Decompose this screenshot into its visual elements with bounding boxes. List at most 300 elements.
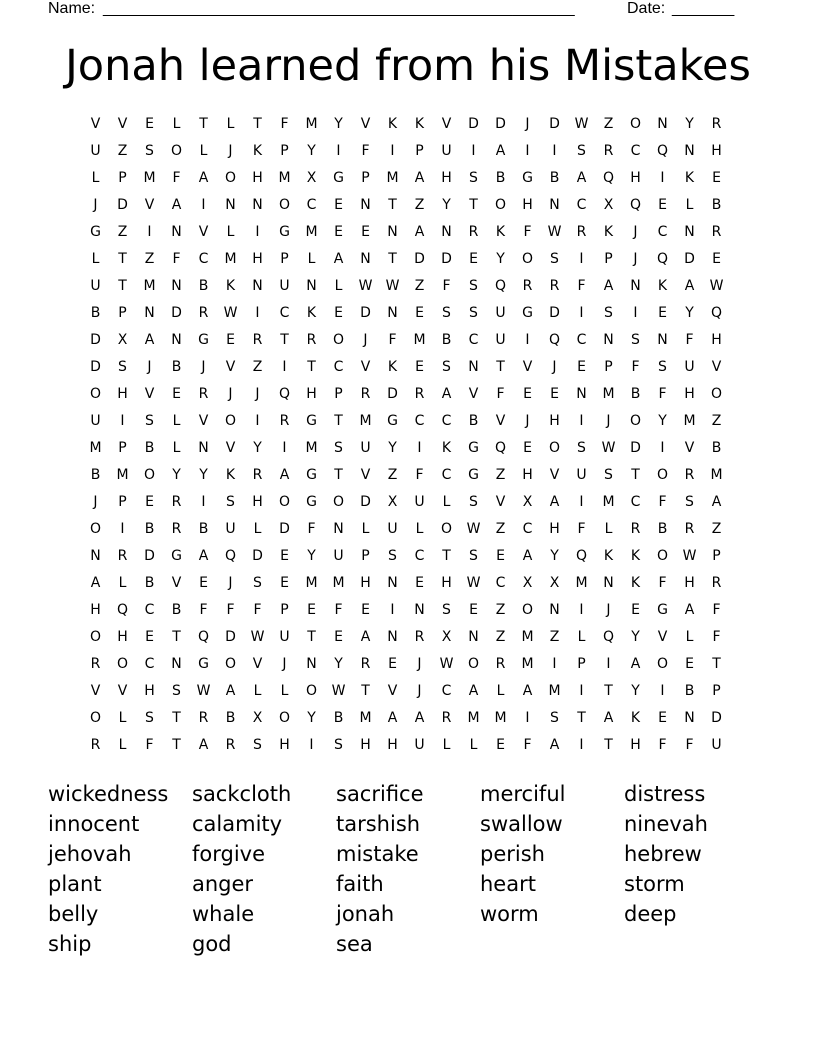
grid-letter: O bbox=[332, 494, 345, 510]
grid-letter: N bbox=[684, 143, 695, 159]
grid-letter: M bbox=[278, 170, 291, 186]
grid-letter: O bbox=[89, 629, 102, 645]
grid-letter: B bbox=[144, 440, 155, 456]
grid-letter: I bbox=[255, 413, 260, 429]
grid-letter: E bbox=[145, 629, 154, 645]
grid-letter: H bbox=[360, 575, 371, 591]
grid-letter: Z bbox=[387, 467, 398, 483]
word-list-item: wickedness bbox=[48, 782, 169, 806]
grid-letter: T bbox=[388, 197, 397, 213]
grid-letter: D bbox=[144, 548, 155, 564]
grid-letter: O bbox=[278, 710, 291, 726]
grid-letter: T bbox=[577, 710, 586, 726]
grid-letter: A bbox=[603, 278, 614, 294]
grid-letter: B bbox=[225, 710, 236, 726]
grid-letter: J bbox=[228, 575, 233, 591]
grid-letter: J bbox=[606, 413, 611, 429]
grid-letter: A bbox=[414, 224, 425, 240]
grid-letter: F bbox=[712, 629, 721, 645]
grid-row bbox=[82, 516, 730, 543]
grid-letter: U bbox=[225, 521, 236, 537]
grid-letter: U bbox=[90, 278, 101, 294]
grid-letter: V bbox=[144, 386, 155, 402]
grid-letter: O bbox=[710, 386, 723, 402]
grid-letter: M bbox=[710, 467, 723, 483]
grid-letter: F bbox=[577, 278, 586, 294]
grid-letter: L bbox=[172, 440, 181, 456]
grid-letter: W bbox=[574, 116, 589, 132]
word-list-item: storm bbox=[624, 872, 685, 896]
grid-letter: F bbox=[172, 170, 181, 186]
grid-letter: B bbox=[468, 413, 479, 429]
grid-letter: J bbox=[255, 386, 260, 402]
grid-letter: D bbox=[414, 251, 425, 267]
grid-letter: W bbox=[358, 278, 373, 294]
grid-letter: H bbox=[387, 737, 398, 753]
grid-letter: W bbox=[601, 440, 616, 456]
grid-letter: N bbox=[657, 116, 668, 132]
grid-row bbox=[82, 543, 730, 570]
grid-letter: E bbox=[496, 548, 505, 564]
grid-letter: U bbox=[333, 548, 344, 564]
grid-letter: L bbox=[442, 737, 451, 753]
grid-letter: I bbox=[147, 224, 152, 240]
word-list-item: worm bbox=[480, 902, 539, 926]
grid-letter: M bbox=[359, 413, 372, 429]
grid-letter: U bbox=[279, 629, 290, 645]
name-blank-line: _____________________________________________________ bbox=[103, 0, 575, 17]
grid-letter: C bbox=[522, 521, 533, 537]
grid-row bbox=[82, 219, 730, 246]
grid-letter: N bbox=[360, 197, 371, 213]
grid-letter: I bbox=[579, 413, 584, 429]
grid-letter: M bbox=[575, 575, 588, 591]
grid-letter: I bbox=[471, 143, 476, 159]
grid-letter: N bbox=[468, 629, 479, 645]
grid-letter: K bbox=[630, 548, 641, 564]
grid-letter: E bbox=[361, 602, 370, 618]
grid-letter: N bbox=[387, 575, 398, 591]
grid-letter: I bbox=[579, 737, 584, 753]
grid-letter: X bbox=[522, 575, 533, 591]
grid-letter: F bbox=[172, 251, 181, 267]
grid-row bbox=[82, 192, 730, 219]
grid-letter: M bbox=[521, 629, 534, 645]
grid-letter: N bbox=[468, 359, 479, 375]
grid-letter: S bbox=[604, 305, 613, 321]
grid-letter: A bbox=[387, 710, 398, 726]
grid-letter: R bbox=[630, 521, 641, 537]
grid-row bbox=[82, 111, 730, 138]
grid-letter: R bbox=[684, 521, 695, 537]
grid-letter: G bbox=[387, 413, 398, 429]
grid-letter: P bbox=[712, 548, 721, 564]
grid-letter: L bbox=[496, 683, 505, 699]
grid-letter: E bbox=[685, 656, 694, 672]
grid-letter: A bbox=[549, 737, 560, 753]
grid-letter: M bbox=[224, 251, 237, 267]
grid-letter: A bbox=[684, 278, 695, 294]
grid-letter: O bbox=[494, 197, 507, 213]
grid-letter: R bbox=[360, 656, 371, 672]
grid-letter: F bbox=[685, 332, 694, 348]
grid-letter: Z bbox=[711, 521, 722, 537]
grid-letter: F bbox=[577, 521, 586, 537]
grid-letter: A bbox=[522, 683, 533, 699]
grid-letter: N bbox=[657, 332, 668, 348]
grid-letter: K bbox=[441, 440, 452, 456]
grid-letter: T bbox=[334, 413, 343, 429]
grid-letter: R bbox=[90, 656, 101, 672]
grid-letter: D bbox=[387, 386, 398, 402]
grid-row bbox=[82, 138, 730, 165]
grid-letter: T bbox=[280, 332, 289, 348]
grid-letter: R bbox=[225, 737, 236, 753]
grid-letter: G bbox=[306, 467, 317, 483]
grid-letter: Q bbox=[548, 332, 561, 348]
grid-letter: D bbox=[711, 710, 722, 726]
grid-letter: G bbox=[306, 494, 317, 510]
grid-letter: E bbox=[415, 305, 424, 321]
grid-letter: Y bbox=[631, 629, 640, 645]
grid-letter: S bbox=[145, 710, 154, 726]
grid-letter: F bbox=[415, 467, 424, 483]
grid-letter: L bbox=[226, 224, 235, 240]
grid-letter: T bbox=[172, 710, 181, 726]
grid-letter: U bbox=[414, 737, 425, 753]
grid-letter: N bbox=[306, 656, 317, 672]
grid-letter: V bbox=[468, 386, 479, 402]
grid-letter: N bbox=[90, 548, 101, 564]
grid-letter: L bbox=[118, 575, 127, 591]
grid-letter: I bbox=[120, 521, 125, 537]
grid-letter: W bbox=[331, 683, 346, 699]
grid-letter: V bbox=[225, 440, 236, 456]
grid-letter: R bbox=[495, 656, 506, 672]
grid-letter: I bbox=[282, 359, 287, 375]
grid-row bbox=[82, 327, 730, 354]
grid-letter: G bbox=[279, 224, 290, 240]
grid-letter: K bbox=[252, 143, 263, 159]
grid-letter: A bbox=[576, 170, 587, 186]
grid-letter: I bbox=[417, 440, 422, 456]
grid-letter: O bbox=[656, 467, 669, 483]
grid-letter: M bbox=[386, 170, 399, 186]
grid-letter: J bbox=[552, 359, 557, 375]
grid-letter: S bbox=[226, 494, 235, 510]
grid-letter: I bbox=[390, 143, 395, 159]
grid-letter: H bbox=[684, 386, 695, 402]
grid-letter: Q bbox=[197, 629, 210, 645]
grid-letter: K bbox=[630, 710, 641, 726]
word-list bbox=[48, 779, 768, 959]
grid-letter: X bbox=[603, 197, 614, 213]
grid-letter: I bbox=[282, 440, 287, 456]
grid-letter: N bbox=[171, 224, 182, 240]
grid-letter: R bbox=[468, 224, 479, 240]
grid-letter: N bbox=[603, 575, 614, 591]
grid-letter: Y bbox=[631, 683, 640, 699]
grid-letter: K bbox=[387, 116, 398, 132]
grid-row bbox=[82, 435, 730, 462]
grid-letter: R bbox=[198, 710, 209, 726]
grid-letter: J bbox=[525, 413, 530, 429]
grid-letter: Q bbox=[494, 440, 507, 456]
grid-letter: V bbox=[117, 683, 128, 699]
grid-letter: I bbox=[525, 143, 530, 159]
grid-letter: H bbox=[306, 386, 317, 402]
grid-letter: E bbox=[172, 386, 181, 402]
grid-letter: W bbox=[547, 224, 562, 240]
grid-letter: I bbox=[660, 683, 665, 699]
grid-letter: I bbox=[579, 602, 584, 618]
grid-letter: H bbox=[279, 737, 290, 753]
grid-letter: Z bbox=[144, 251, 155, 267]
grid-letter: F bbox=[226, 602, 235, 618]
grid-letter: I bbox=[633, 305, 638, 321]
grid-letter: V bbox=[225, 359, 236, 375]
word-list-item: sea bbox=[336, 932, 373, 956]
grid-letter: L bbox=[118, 710, 127, 726]
grid-letter: D bbox=[252, 548, 263, 564]
grid-row bbox=[82, 246, 730, 273]
grid-letter: G bbox=[198, 656, 209, 672]
grid-letter: G bbox=[468, 440, 479, 456]
grid-letter: A bbox=[198, 737, 209, 753]
grid-letter: X bbox=[522, 494, 533, 510]
grid-letter: A bbox=[441, 386, 452, 402]
grid-letter: E bbox=[307, 602, 316, 618]
grid-letter: V bbox=[360, 359, 371, 375]
grid-letter: R bbox=[711, 224, 722, 240]
grid-letter: R bbox=[684, 467, 695, 483]
grid-letter: J bbox=[201, 359, 206, 375]
grid-letter: C bbox=[441, 467, 452, 483]
grid-letter: Y bbox=[496, 251, 505, 267]
grid-letter: E bbox=[469, 602, 478, 618]
grid-letter: L bbox=[199, 143, 208, 159]
grid-letter: O bbox=[467, 656, 480, 672]
grid-letter: V bbox=[198, 413, 209, 429]
grid-letter: O bbox=[629, 116, 642, 132]
grid-row bbox=[82, 678, 730, 705]
grid-letter: S bbox=[469, 278, 478, 294]
grid-letter: G bbox=[522, 170, 533, 186]
grid-letter: S bbox=[550, 710, 559, 726]
grid-letter: S bbox=[334, 440, 343, 456]
grid-letter: P bbox=[118, 170, 127, 186]
grid-letter: P bbox=[280, 602, 289, 618]
grid-letter: F bbox=[334, 602, 343, 618]
grid-letter: O bbox=[89, 386, 102, 402]
grid-letter: R bbox=[252, 332, 263, 348]
grid-letter: O bbox=[548, 440, 561, 456]
grid-letter: F bbox=[658, 737, 667, 753]
grid-row bbox=[82, 705, 730, 732]
grid-letter: D bbox=[468, 116, 479, 132]
grid-letter: Z bbox=[414, 197, 425, 213]
grid-letter: P bbox=[280, 143, 289, 159]
grid-letter: H bbox=[252, 494, 263, 510]
grid-letter: N bbox=[387, 224, 398, 240]
grid-letter: V bbox=[522, 359, 533, 375]
word-list-item: god bbox=[192, 932, 232, 956]
grid-letter: T bbox=[442, 548, 451, 564]
word-list-item: distress bbox=[624, 782, 706, 806]
grid-letter: Q bbox=[575, 548, 588, 564]
grid-letter: V bbox=[711, 359, 722, 375]
grid-letter: V bbox=[387, 683, 398, 699]
grid-letter: P bbox=[118, 494, 127, 510]
grid-letter: A bbox=[711, 494, 722, 510]
grid-letter: E bbox=[550, 386, 559, 402]
grid-letter: P bbox=[280, 251, 289, 267]
grid-letter: S bbox=[550, 251, 559, 267]
grid-letter: B bbox=[711, 197, 722, 213]
grid-letter: A bbox=[171, 197, 182, 213]
grid-letter: U bbox=[495, 332, 506, 348]
grid-letter: E bbox=[415, 575, 424, 591]
date-label: Date: bbox=[627, 0, 666, 17]
grid-letter: Q bbox=[629, 197, 642, 213]
grid-letter: R bbox=[306, 332, 317, 348]
grid-letter: R bbox=[117, 548, 128, 564]
grid-letter: S bbox=[442, 602, 451, 618]
grid-letter: H bbox=[549, 413, 560, 429]
grid-letter: N bbox=[603, 332, 614, 348]
grid-letter: C bbox=[657, 224, 668, 240]
grid-letter: B bbox=[441, 332, 452, 348]
grid-letter: U bbox=[90, 143, 101, 159]
grid-letter: M bbox=[683, 413, 696, 429]
grid-row bbox=[82, 462, 730, 489]
grid-letter: L bbox=[172, 116, 181, 132]
grid-letter: S bbox=[172, 683, 181, 699]
grid-letter: O bbox=[278, 494, 291, 510]
grid-letter: A bbox=[468, 683, 479, 699]
word-list-item: anger bbox=[192, 872, 254, 896]
grid-letter: S bbox=[685, 494, 694, 510]
grid-letter: V bbox=[441, 116, 452, 132]
grid-letter: K bbox=[387, 359, 398, 375]
grid-letter: B bbox=[684, 683, 695, 699]
grid-letter: R bbox=[441, 710, 452, 726]
grid-row bbox=[82, 651, 730, 678]
grid-letter: Y bbox=[685, 116, 694, 132]
grid-letter: Z bbox=[252, 359, 263, 375]
grid-letter: H bbox=[684, 575, 695, 591]
grid-letter: Q bbox=[116, 602, 129, 618]
grid-letter: X bbox=[252, 710, 263, 726]
grid-letter: F bbox=[199, 602, 208, 618]
grid-letter: Z bbox=[549, 629, 560, 645]
grid-letter: O bbox=[116, 656, 129, 672]
grid-letter: E bbox=[280, 575, 289, 591]
grid-letter: Q bbox=[278, 386, 291, 402]
grid-letter: O bbox=[89, 710, 102, 726]
grid-letter: J bbox=[633, 251, 638, 267]
grid-letter: O bbox=[629, 413, 642, 429]
grid-letter: N bbox=[171, 656, 182, 672]
word-list-item: ship bbox=[48, 932, 92, 956]
grid-letter: T bbox=[361, 683, 370, 699]
grid-letter: M bbox=[521, 656, 534, 672]
grid-letter: U bbox=[360, 440, 371, 456]
grid-letter: P bbox=[118, 305, 127, 321]
grid-letter: Y bbox=[550, 548, 559, 564]
grid-letter: T bbox=[172, 737, 181, 753]
grid-letter: A bbox=[279, 467, 290, 483]
grid-letter: K bbox=[657, 278, 668, 294]
grid-letter: Y bbox=[334, 656, 343, 672]
grid-letter: O bbox=[89, 521, 102, 537]
grid-letter: M bbox=[548, 683, 561, 699]
grid-letter: B bbox=[333, 710, 344, 726]
grid-letter: F bbox=[280, 116, 289, 132]
grid-letter: P bbox=[361, 548, 370, 564]
grid-letter: J bbox=[93, 494, 98, 510]
grid-letter: T bbox=[604, 683, 613, 699]
grid-letter: L bbox=[604, 521, 613, 537]
grid-letter: E bbox=[712, 170, 721, 186]
grid-row bbox=[82, 624, 730, 651]
grid-letter: C bbox=[630, 494, 641, 510]
grid-letter: N bbox=[549, 602, 560, 618]
grid-letter: J bbox=[93, 197, 98, 213]
grid-letter: L bbox=[226, 116, 235, 132]
word-list-item: faith bbox=[336, 872, 384, 896]
grid-letter: D bbox=[90, 332, 101, 348]
grid-row bbox=[82, 381, 730, 408]
word-list-item: hebrew bbox=[624, 842, 702, 866]
grid-letter: S bbox=[631, 332, 640, 348]
word-list-item: whale bbox=[192, 902, 255, 926]
grid-letter: O bbox=[656, 548, 669, 564]
grid-letter: V bbox=[90, 116, 101, 132]
grid-letter: S bbox=[469, 494, 478, 510]
grid-letter: F bbox=[388, 332, 397, 348]
grid-letter: M bbox=[602, 386, 615, 402]
grid-letter: G bbox=[657, 602, 668, 618]
grid-letter: K bbox=[630, 575, 641, 591]
word-list-item: heart bbox=[480, 872, 536, 896]
grid-letter: I bbox=[255, 305, 260, 321]
grid-letter: I bbox=[606, 656, 611, 672]
grid-letter: K bbox=[306, 305, 317, 321]
grid-letter: M bbox=[467, 710, 480, 726]
grid-letter: C bbox=[198, 251, 209, 267]
grid-letter: E bbox=[415, 359, 424, 375]
word-list-item: tarshish bbox=[336, 812, 421, 836]
grid-letter: J bbox=[633, 224, 638, 240]
grid-letter: W bbox=[439, 656, 454, 672]
grid-letter: E bbox=[145, 116, 154, 132]
grid-letter: N bbox=[225, 197, 236, 213]
grid-letter: D bbox=[630, 440, 641, 456]
grid-letter: C bbox=[630, 143, 641, 159]
grid-letter: H bbox=[90, 602, 101, 618]
grid-letter: J bbox=[606, 602, 611, 618]
grid-letter: U bbox=[441, 143, 452, 159]
grid-letter: Q bbox=[602, 629, 615, 645]
grid-letter: Z bbox=[711, 413, 722, 429]
grid-letter: T bbox=[253, 116, 262, 132]
grid-letter: U bbox=[279, 278, 290, 294]
grid-letter: V bbox=[171, 575, 182, 591]
grid-letter: F bbox=[307, 521, 316, 537]
grid-letter: N bbox=[414, 602, 425, 618]
date-blank-line: _______ bbox=[672, 0, 735, 17]
